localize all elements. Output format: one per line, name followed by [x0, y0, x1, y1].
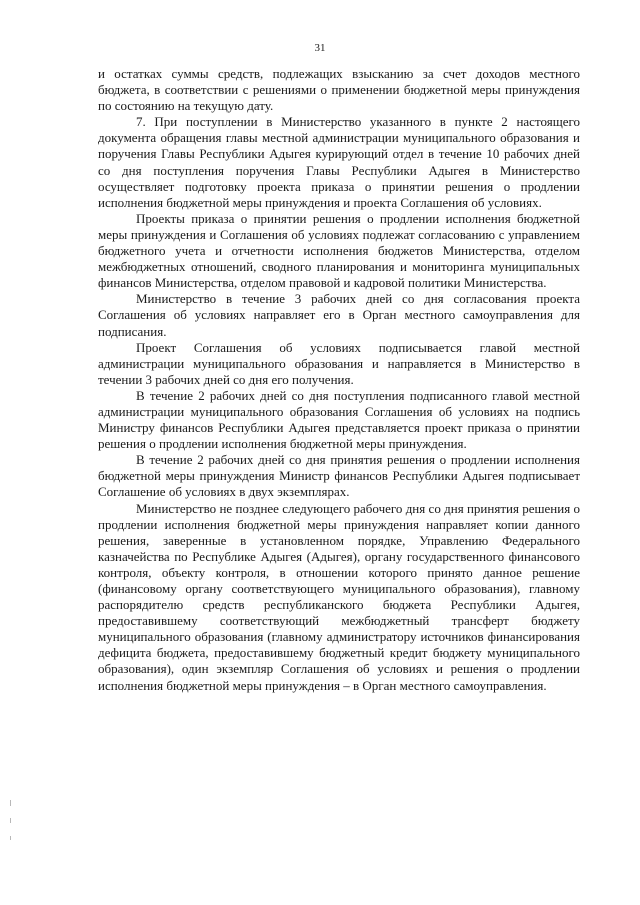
scan-margin-mark — [10, 800, 11, 806]
scan-margin-mark — [10, 836, 11, 840]
paragraph-send-for-signing: Министерство в течение 3 рабочих дней со дня согласования проекта Соглашения об условиях направляет его в Орган местного самоуправления для подписания. — [98, 291, 580, 339]
paragraph-order-submission: В течение 2 рабочих дней со дня поступления подписанного главой местной администрации муниципального образования Соглашения об условиях на подпись Министру финансов Республики Адыгея представляется проект приказа о принятии решения о продлении исполнения бюджетной меры принуждения. — [98, 387, 580, 452]
page-number: 31 — [314, 42, 326, 54]
paragraph-signing: Проект Соглашения об условиях подписывается главой местной администрации муниципального образования и направляется в Министерство в течении 3 рабочих дней со дня его получения. — [98, 339, 580, 387]
scan-margin-mark — [10, 818, 11, 823]
paragraph-continuation: и остатках суммы средств, подлежащих взысканию за счет доходов местного бюджета, в соответствии с решениями о применении бюджетной меры принуждения по состоянию на текущую дату. — [98, 66, 580, 114]
paragraph-item-7: 7. При поступлении в Министерство указанного в пункте 2 настоящего документа обращения главы местной администрации муниципального образования и поручения Главы Республики Адыгея курирующий отдел в течение 10 рабочих дней со дня поступления поручения Главы Республики Адыгея в Министерство осуществляет подготовку проекта приказа о принятии решения о продлении исполнения бюджетной меры принуждения и проекта Соглашения об условиях. — [98, 114, 580, 210]
paragraph-minister-signs: В течение 2 рабочих дней со дня принятия решения о продлении исполнения бюджетной меры принуждения Министр финансов Республики Адыгея подписывает Соглашение об условиях в двух экземплярах. — [98, 452, 580, 500]
paragraph-copies-distribution: Министерство не позднее следующего рабочего дня со дня принятия решения о продлении исполнения бюджетной меры принуждения направляет копии данного решения, заверенные в установленном порядке, Управлению Федерального казначейства по Республике Адыгея (Адыгея), органу государственного финансового контроля, объекту контроля, в отношении которого принято данное решение (финансовому органу соответствующего муниципального образования), главному распорядителю средств республиканского бюджета Республики Адыгея, предоставившему соответствующий межбюджетный трансферт бюджету муниципального образования (главному администратору источников финансирования дефицита бюджета, предоставившему бюджетный кредит бюджету муниципального образования), один экземпляр Соглашения об условиях и решения о продлении исполнения бюджетной меры принуждения – в Орган местного самоуправления. — [98, 500, 580, 693]
paragraph-approval: Проекты приказа о принятии решения о продлении исполнения бюджетной меры принуждения и Соглашения об условиях подлежат согласованию с управлением бюджетного учета и отчетности исполнения бюджетов Министерства, отделом межбюджетных отношений, сводного планирования и мониторинга муниципальных финансов Министерства, отделом правовой и кадровой политики Министерства. — [98, 210, 580, 291]
document-body — [98, 66, 580, 694]
